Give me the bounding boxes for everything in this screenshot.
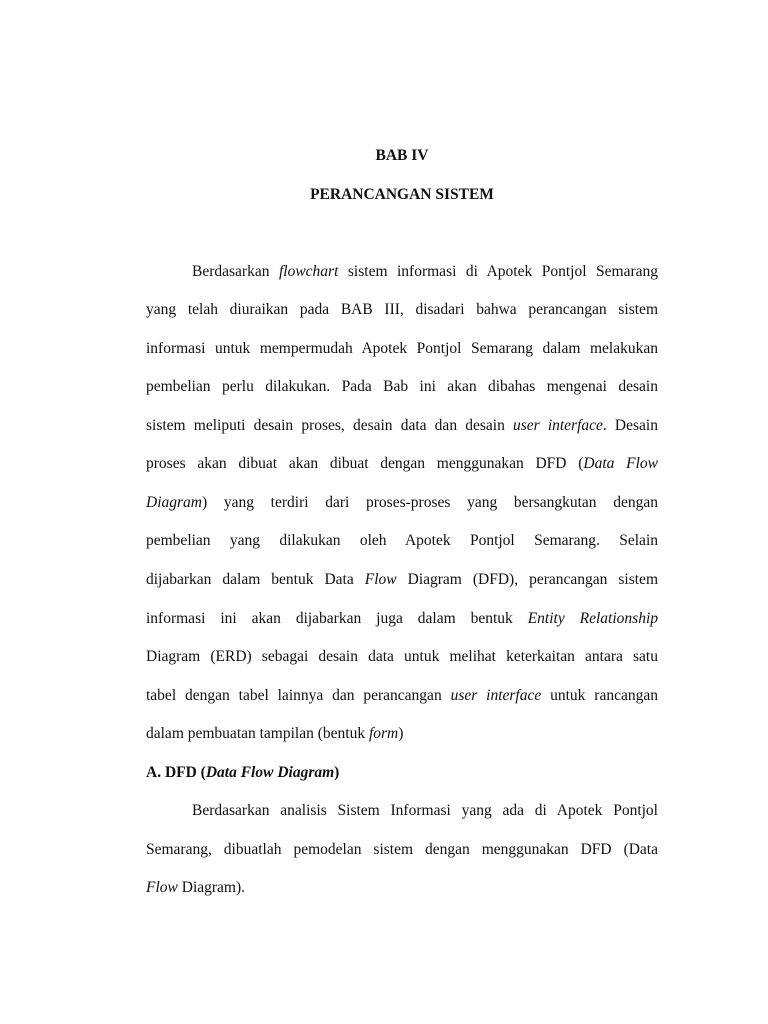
italic-term: Flow <box>364 571 397 588</box>
paragraph-line: pembelian perlu dilakukan. Pada Bab ini akan dibahas mengenai desain <box>146 378 658 395</box>
text-run: Berdasarkan <box>192 263 279 280</box>
text-run: ) yang terdiri dari proses-proses yang bersangkutan dengan <box>201 494 658 511</box>
paragraph-line: Diagram (ERD) sebagai desain data untuk melihat keterkaitan antara satu <box>146 648 658 665</box>
text-run: Diagram (DFD), perancangan sistem <box>396 571 658 588</box>
text-run: Diagram). <box>177 879 246 896</box>
paragraph-line <box>146 686 658 706</box>
text-run: . Desain <box>602 417 658 434</box>
text-run: proses akan dibuat akan dibuat dengan menggunakan DFD ( <box>146 455 584 472</box>
italic-term: Diagram <box>146 494 202 511</box>
italic-term: Data Flow Diagram <box>205 764 335 781</box>
italic-term: user interface <box>450 687 542 704</box>
text-run: ) <box>334 764 340 781</box>
paragraph-line: informasi untuk mempermudah Apotek Pontjol Semarang dalam melakukan <box>146 340 658 357</box>
text-run: untuk rancangan <box>541 687 658 704</box>
paragraph-line <box>146 570 658 590</box>
chapter-title: PERANCANGAN SISTEM <box>310 186 494 203</box>
paragraph-line <box>146 416 658 436</box>
italic-term: user interface <box>512 417 603 434</box>
text-run: sistem meliputi desain proses, desain data dan desain <box>146 417 513 434</box>
paragraph-line <box>146 878 658 898</box>
paragraph-line: pembelian yang dilakukan oleh Apotek Pontjol Semarang. Selain <box>146 532 658 549</box>
paragraph-line: Semarang, dibuatlah pemodelan sistem dengan menggunakan DFD (Data <box>146 841 658 858</box>
text-run: A. DFD ( <box>146 764 206 781</box>
paragraph-line <box>192 262 658 282</box>
paragraph-line: Berdasarkan analisis Sistem Informasi yang ada di Apotek Pontjol <box>192 802 658 819</box>
chapter-number: BAB IV <box>375 147 429 164</box>
italic-term: flowchart <box>278 263 339 280</box>
paragraph-line: yang telah diuraikan pada BAB III, disadari bahwa perancangan sistem <box>146 301 658 318</box>
paragraph-line <box>146 493 658 513</box>
italic-term: Flow <box>146 879 178 896</box>
paragraph-line <box>146 724 658 744</box>
text-run: sistem informasi di Apotek Pontjol Semarang <box>338 263 658 280</box>
text-run: informasi ini akan dijabarkan juga dalam bentuk <box>146 610 528 627</box>
text-run: ) <box>398 725 404 742</box>
italic-term: form <box>368 725 399 742</box>
text-run: dalam pembuatan tampilan (bentuk <box>146 725 369 742</box>
italic-term: Entity Relationship <box>527 610 659 627</box>
italic-term: Data Flow <box>583 455 658 472</box>
paragraph-line <box>146 609 658 629</box>
section-heading <box>146 763 658 783</box>
paragraph-line <box>146 454 658 474</box>
text-run: tabel dengan tabel lainnya dan perancangan <box>146 687 451 704</box>
text-run: dijabarkan dalam bentuk Data <box>146 571 365 588</box>
